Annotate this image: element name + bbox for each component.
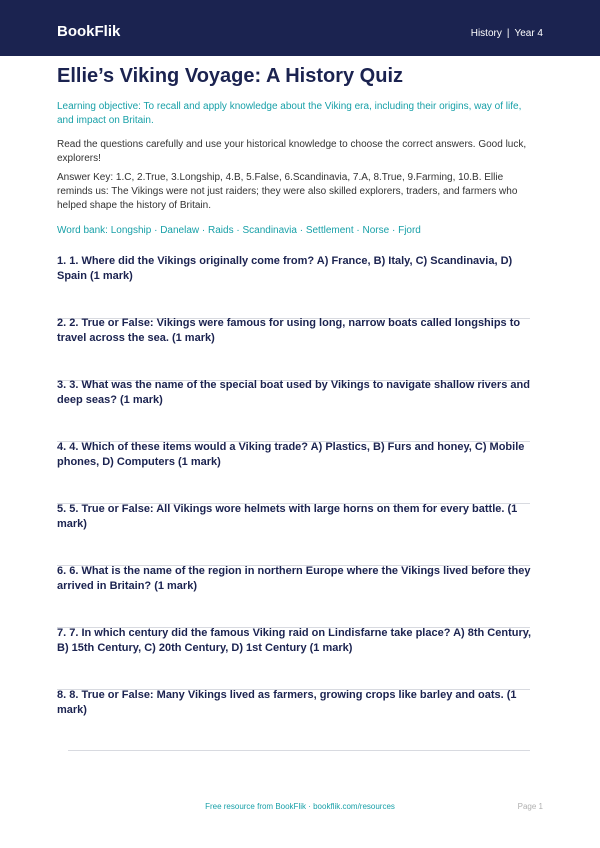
meta-separator: | [506, 28, 510, 39]
question-8: 8. 8. True or False: Many Vikings lived as farmers, growing crops like barley and oats. (1 mark) [57, 689, 517, 716]
page-number: Page 1 [517, 802, 543, 811]
question-3: 3. 3. What was the name of the special boat used by Vikings to navigate shallow rivers and deep seas? (1 mark) [57, 379, 530, 406]
learning-objective: Learning objective: To recall and apply knowledge about the Viking era, including their origins, way of life, and impact on Britain. [57, 101, 522, 126]
brand-logo-text: BookFlik [57, 23, 121, 40]
bottom-divider [68, 750, 530, 751]
subject-year-meta [471, 28, 543, 39]
top-banner [0, 0, 600, 56]
question-7: 7. 7. In which century did the famous Viking raid on Lindisfarne take place? A) 8th Century, B) 15th Century, C) 20th Century, D) 1st Century (1 mark) [57, 627, 532, 654]
question-1: 1. 1. Where did the Vikings originally come from? A) France, B) Italy, C) Scandinavia, D) Spain (1 mark) [57, 255, 513, 282]
page-title: Ellie’s Viking Voyage: A History Quiz [57, 65, 404, 87]
question-2: 2. 2. True or False: Vikings were famous for using long, narrow boats called longships to travel across the sea. (1 mark) [57, 317, 521, 344]
footer-text[interactable]: Free resource from BookFlik · bookflik.com/resources [205, 802, 395, 811]
answer-key: Answer Key: 1.C, 2.True, 3.Longship, 4.B, 5.False, 6.Scandinavia, 7.A, 8.True, 9.Farming, 10.B. Ellie reminds us: The Vikings were not just raiders; they were also skilled explorers, traders, and farmers who helped shape the history of Britain. [57, 172, 518, 211]
question-5: 5. 5. True or False: All Vikings wore helmets with large horns on them for every battle. (1 mark) [57, 503, 518, 530]
question-4: 4. 4. Which of these items would a Viking trade? A) Plastics, B) Furs and honey, C) Mobile phones, D) Computers (1 mark) [57, 441, 525, 468]
word-bank: Word bank: Longship · Danelaw · Raids · Scandinavia · Settlement · Norse · Fjord [57, 225, 421, 236]
year-label: Year 4 [514, 28, 543, 39]
intro-text: Read the questions carefully and use your historical knowledge to choose the correct answers. Good luck, explorers! [57, 139, 527, 164]
subject-label: History [470, 28, 502, 39]
question-6: 6. 6. What is the name of the region in northern Europe where the Vikings lived before they arrived in Britain? (1 mark) [57, 565, 531, 592]
